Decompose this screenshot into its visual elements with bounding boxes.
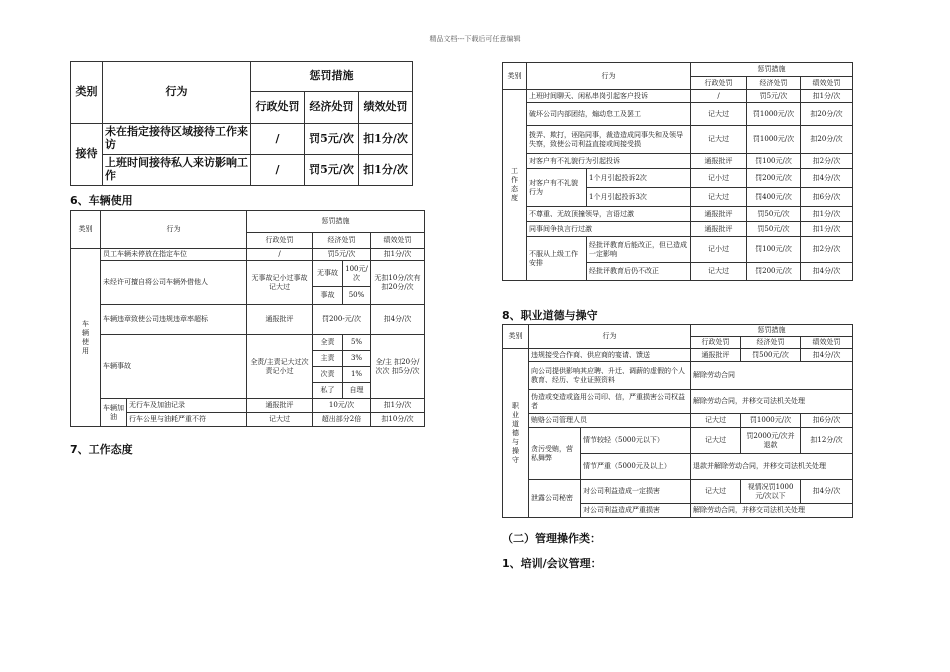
behavior-cell: 拨弄、欺打，诬陷同事，裁造造成同事失和及领导失察，致使公司利益直接或间接受损	[527, 126, 691, 154]
admin-cell: 通报批评	[691, 154, 747, 169]
behavior-cell: 1个月引起投诉3次	[587, 188, 691, 207]
behavior-cell: 伪造或变造或盗用公司印、信，严重损害公司权益者	[529, 390, 691, 414]
economic-cell: 罚50元/次	[747, 207, 801, 222]
economic-label-cell: 全责	[313, 335, 343, 351]
admin-cell: 记大过	[691, 126, 747, 154]
economic-cell: 10元/次	[313, 399, 371, 413]
header-category: 类别	[71, 62, 103, 124]
performance-cell: 扣20分/次	[801, 126, 853, 154]
merged-penalty-cell: 解除劳动合同，并移交司法机关处理	[691, 504, 853, 518]
behavior-cell: 车辆违章致使公司违规违章率超标	[101, 305, 247, 335]
admin-cell: 记大过	[691, 480, 741, 504]
header-economic: 经济处罚	[305, 92, 359, 124]
economic-cell: 罚200-元/次	[313, 305, 371, 335]
header-economic: 经济处罚	[313, 233, 371, 249]
admin-cell: 通报批评	[247, 399, 313, 413]
admin-cell: 记大过	[691, 414, 741, 428]
behavior-cell: 经批评教育后仍不改正	[587, 263, 691, 281]
behavior-cell: 不尊重、无故顶撞领导，言语过激	[527, 207, 691, 222]
header-admin: 行政处罚	[691, 337, 741, 349]
behavior-cell: 对客户有不礼貌行为引起投诉	[527, 154, 691, 169]
economic-cell: 罚200元/次	[747, 263, 801, 281]
section-training-heading: 1、培训/会议管理：	[502, 557, 602, 570]
economic-cell: 罚5元/次	[747, 90, 801, 103]
behavior-cell: 未经许可擅自将公司车辆外借他人	[101, 261, 247, 305]
economic-cell: 罚200元/次	[747, 169, 801, 188]
performance-cell: 扣4分/次	[801, 169, 853, 188]
admin-cell: 通报批评	[247, 305, 313, 335]
economic-cell: 罚5元/次	[305, 124, 359, 155]
behavior-cell: 对公司利益造成严重损害	[581, 504, 691, 518]
behavior-cell: 情节严重（5000元及以上）	[581, 454, 691, 480]
behavior-cell: 贿赂公司管理人员	[529, 414, 691, 428]
performance-cell: 扣12分/次	[801, 428, 853, 454]
subcategory-fuel: 车辆加油	[101, 399, 127, 427]
subcategory-impolite: 对客户有不礼貌行为	[527, 169, 587, 207]
page-watermark: 精品文档---下载后可任意编辑	[429, 35, 521, 43]
admin-cell: 记大过	[691, 188, 747, 207]
performance-cell: 扣4分/次	[801, 263, 853, 281]
behavior-cell: 上班时间接待私人来访影响工作	[103, 155, 251, 186]
economic-cell: 罚100元/次	[747, 237, 801, 263]
performance-cell: 扣1分/次	[371, 399, 425, 413]
header-penalty: 惩罚措施	[247, 211, 425, 233]
economic-value-cell: 100元/次	[343, 261, 371, 287]
economic-cell: 罚1000元/次	[741, 414, 801, 428]
header-performance: 绩效处罚	[801, 77, 853, 90]
admin-cell: 记小过	[691, 237, 747, 263]
behavior-cell: 未在指定接待区域接待工作来访	[103, 124, 251, 155]
section-management-heading: （二）管理操作类：	[502, 532, 601, 545]
economic-cell: 罚400元/次	[747, 188, 801, 207]
behavior-cell: 向公司提供影响其应聘、升迁、调薪的虚假的个人教育、经历、专业证照资料	[529, 362, 691, 390]
economic-label-cell: 主责	[313, 351, 343, 367]
header-category: 类别	[71, 211, 101, 249]
admin-cell: 记大过	[247, 413, 313, 427]
merged-penalty-cell: 解除劳动合同	[691, 362, 853, 390]
admin-cell: 无事故记小过事故记大过	[247, 261, 313, 305]
admin-cell: 记大过	[691, 103, 747, 126]
admin-cell: 通报批评	[691, 222, 747, 237]
header-admin: 行政处罚	[691, 77, 747, 90]
performance-cell: 扣10分/次	[371, 413, 425, 427]
economic-value-cell: 3%	[343, 351, 371, 367]
section-7-heading: 7、工作态度	[70, 443, 133, 456]
behavior-cell: 对公司利益造成一定损害	[581, 480, 691, 504]
admin-cell: /	[251, 155, 305, 186]
performance-cell: 扣1分/次	[359, 124, 413, 155]
economic-value-cell: 5%	[343, 335, 371, 351]
header-performance: 绩效处罚	[801, 337, 853, 349]
merged-penalty-cell: 退款并解除劳动合同，并移交司法机关处理	[691, 454, 853, 480]
header-category: 类别	[503, 325, 529, 349]
header-behavior: 行为	[529, 325, 691, 349]
economic-cell: 罚5元/次	[313, 249, 371, 261]
attitude-penalty-table	[502, 62, 853, 281]
admin-cell: 记小过	[691, 169, 747, 188]
performance-cell: 扣4分/次	[371, 305, 425, 335]
economic-cell: 罚500元/次	[741, 349, 801, 362]
category-ethics: 职业道德与操守	[503, 349, 529, 518]
header-behavior: 行为	[103, 62, 251, 124]
performance-cell: 扣20分/次	[801, 103, 853, 126]
economic-cell: 罚5元/次	[305, 155, 359, 186]
performance-cell: 扣1分/次	[801, 207, 853, 222]
admin-cell: 通报批评	[691, 349, 741, 362]
header-admin: 行政处罚	[251, 92, 305, 124]
economic-cell: 罚2000元/次并退款	[741, 428, 801, 454]
economic-label-cell: 事故	[313, 287, 343, 305]
behavior-cell: 行车公里与油耗严重不符	[127, 413, 247, 427]
category-attitude: 工作态度	[503, 90, 527, 281]
admin-cell: 通报批评	[691, 207, 747, 222]
section-8-heading: 8、职业道德与操守	[502, 309, 598, 322]
economic-cell: 罚1000元/次	[747, 103, 801, 126]
header-category: 类别	[503, 63, 527, 90]
economic-cell: 视情况罚1000元/次以下	[741, 480, 801, 504]
header-penalty: 惩罚措施	[691, 63, 853, 77]
header-penalty: 惩罚措施	[691, 325, 853, 337]
header-economic: 经济处罚	[741, 337, 801, 349]
economic-cell: 罚50元/次	[747, 222, 801, 237]
admin-cell: 记大过	[691, 263, 747, 281]
header-admin: 行政处罚	[247, 233, 313, 249]
reception-penalty-table	[70, 61, 413, 186]
header-behavior: 行为	[527, 63, 691, 90]
economic-cell: 超出部分2倍	[313, 413, 371, 427]
performance-cell: 扣4分/次	[801, 349, 853, 362]
behavior-cell: 情节较轻（5000元以下）	[581, 428, 691, 454]
subcategory-disobey: 不服从上级工作安排	[527, 237, 587, 281]
admin-cell: /	[691, 90, 747, 103]
admin-cell: /	[247, 249, 313, 261]
admin-cell: 记大过	[691, 428, 741, 454]
performance-cell: 扣1分/次	[801, 222, 853, 237]
performance-cell: 扣2分/次	[801, 154, 853, 169]
behavior-cell: 经批评教育后能改正，但已造成一定影响	[587, 237, 691, 263]
behavior-cell: 无行车及加油记录	[127, 399, 247, 413]
admin-cell: /	[251, 124, 305, 155]
admin-cell: 全责/主责记大过次责记小过	[247, 335, 313, 399]
economic-value-cell: 自理	[343, 383, 371, 399]
category-reception: 接待	[71, 124, 103, 186]
header-performance: 绩效处罚	[371, 233, 425, 249]
economic-cell: 罚1000元/次	[747, 126, 801, 154]
performance-cell: 全/主 扣20分/次次 扣5分/次	[371, 335, 425, 399]
subcategory-leak: 泄露公司秘密	[529, 480, 581, 518]
performance-cell: 无扣10分/次有扣20分/次	[371, 261, 425, 305]
header-performance: 绩效处罚	[359, 92, 413, 124]
header-economic: 经济处罚	[747, 77, 801, 90]
economic-label-cell: 私了	[313, 383, 343, 399]
behavior-cell: 上班时间聊天、闲私串岗引起客户投诉	[527, 90, 691, 103]
behavior-cell: 违规接受合作商、供应商的宴请、馈送	[529, 349, 691, 362]
performance-cell: 扣4分/次	[801, 480, 853, 504]
performance-cell: 扣6分/次	[801, 414, 853, 428]
economic-cell: 罚100元/次	[747, 154, 801, 169]
merged-penalty-cell: 解除劳动合同，并移交司法机关处理	[691, 390, 853, 414]
behavior-cell: 车辆事故	[101, 335, 247, 399]
header-behavior: 行为	[101, 211, 247, 249]
economic-value-cell: 50%	[343, 287, 371, 305]
behavior-cell: 员工车辆未停放在指定车位	[101, 249, 247, 261]
subcategory-graft: 贪污受贿，营私舞弊	[529, 428, 581, 480]
header-penalty: 惩罚措施	[251, 62, 413, 92]
performance-cell: 扣2分/次	[801, 237, 853, 263]
behavior-cell: 同事间争执言行过激	[527, 222, 691, 237]
category-vehicle: 车辆使用	[71, 249, 101, 427]
behavior-cell: 破坏公司内部团结，煽动怠工及罢工	[527, 103, 691, 126]
section-6-heading: 6、车辆使用	[70, 194, 133, 207]
performance-cell: 扣1分/次	[359, 155, 413, 186]
economic-value-cell: 1%	[343, 367, 371, 383]
economic-label-cell: 次责	[313, 367, 343, 383]
behavior-cell: 1个月引起投诉2次	[587, 169, 691, 188]
economic-label-cell: 无事故	[313, 261, 343, 287]
ethics-penalty-table	[502, 324, 853, 518]
performance-cell: 扣1分/次	[371, 249, 425, 261]
performance-cell: 扣1分/次	[801, 90, 853, 103]
performance-cell: 扣6分/次	[801, 188, 853, 207]
vehicle-penalty-table	[70, 210, 425, 427]
